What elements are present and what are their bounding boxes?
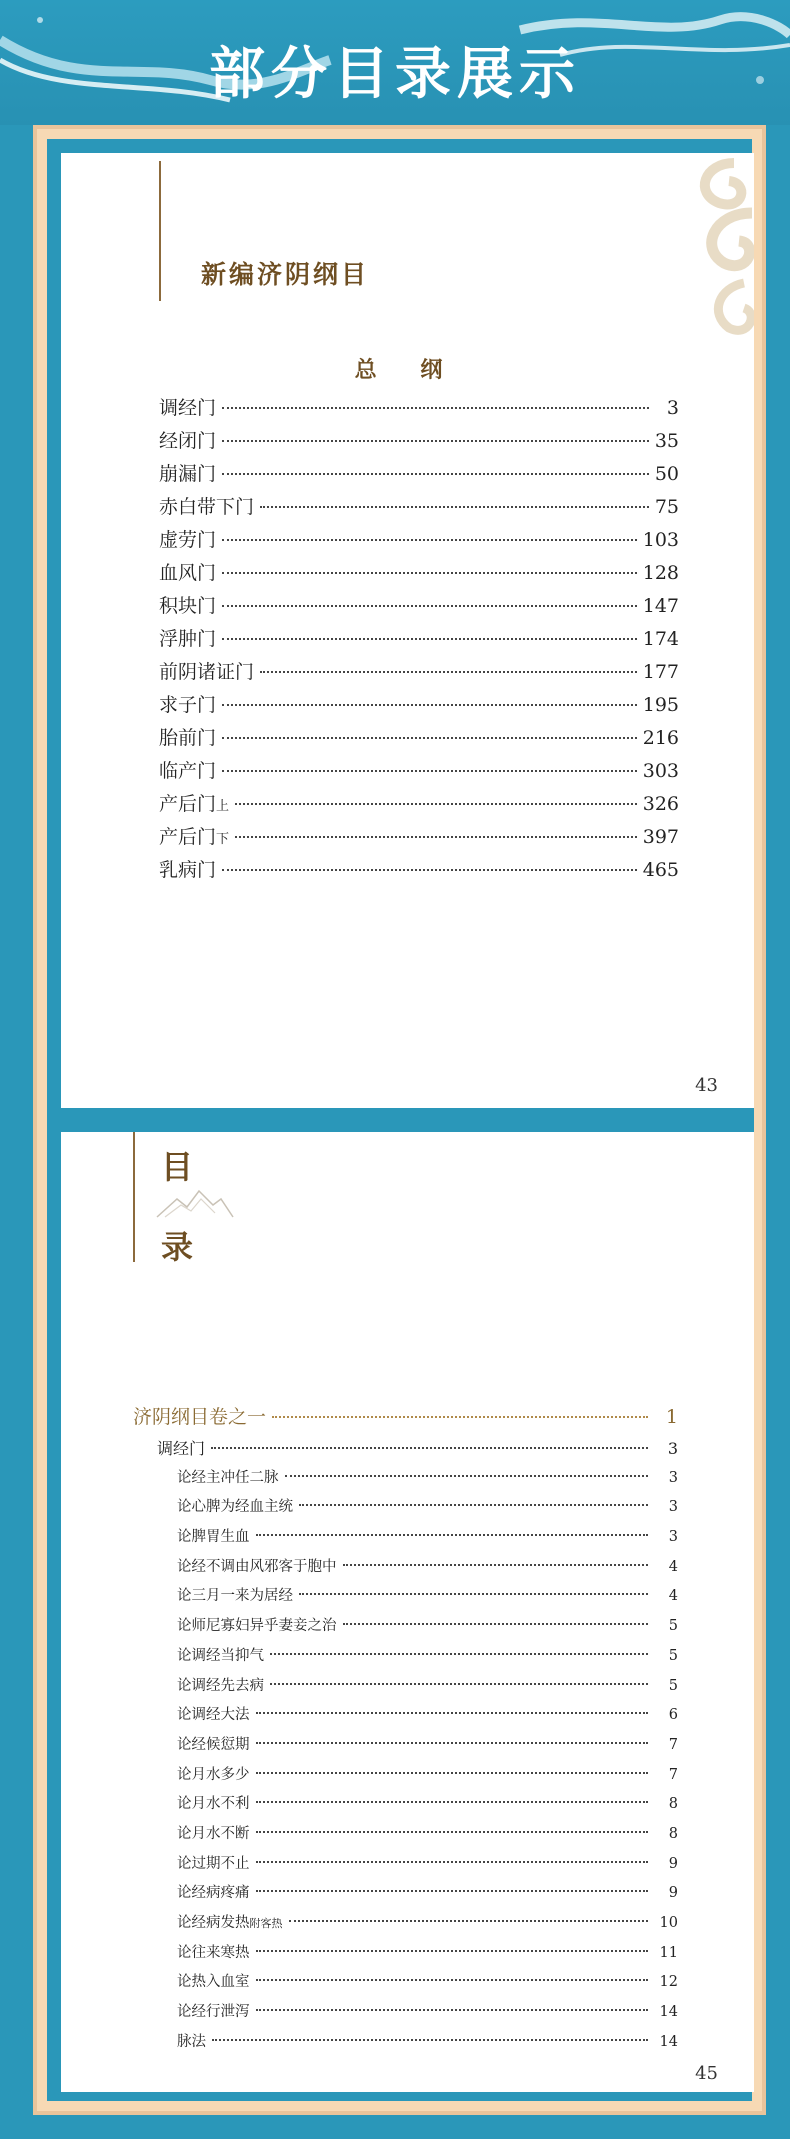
toc-entry — [159, 525, 679, 558]
toc-entry-page: 177 — [642, 661, 679, 683]
book-title: 新编济阴纲目 — [201, 260, 370, 289]
toc-entry — [133, 1881, 678, 1911]
toc-entry-title: 论经行泄泻 — [177, 2004, 250, 2021]
toc-entry-title: 论月水不断 — [177, 1825, 250, 1842]
toc-entry-label — [177, 1525, 250, 1546]
toc-entry-label — [177, 1584, 293, 1605]
toc-entry-title: 论月水多少 — [177, 1766, 250, 1783]
dot-leader — [212, 2039, 648, 2041]
mountain-ornament-icon — [155, 1187, 235, 1221]
toc-entry-title: 临产门 — [159, 760, 217, 782]
toc-entry-page: 7 — [668, 1736, 678, 1753]
toc-entry-title: 论经候愆期 — [177, 1736, 250, 1753]
toc-entry-label — [177, 2030, 206, 2051]
banner — [0, 0, 790, 125]
toc-entry-title: 积块门 — [159, 595, 217, 617]
dot-leader — [256, 1979, 649, 1981]
toc-entry-label — [159, 723, 216, 750]
frame — [33, 125, 766, 2115]
toc-entry-title: 脉法 — [177, 2033, 206, 2050]
toc-entry — [133, 1614, 678, 1644]
toc-entry-page: 9 — [668, 1885, 678, 1902]
toc-entry-page: 11 — [659, 1944, 678, 1961]
toc-entry-label — [159, 558, 216, 585]
toc-entry-page: 3 — [666, 397, 679, 419]
toc-entry-title: 调经门 — [157, 1439, 206, 1458]
toc-entry-page: 147 — [642, 595, 679, 617]
toc-entry-page: 3 — [668, 1529, 678, 1546]
dot-leader — [256, 1801, 649, 1803]
toc-entry — [133, 1792, 678, 1822]
toc-entry-label — [159, 591, 216, 618]
toc-entry-title: 论调经先去病 — [177, 1677, 264, 1694]
toc-entry-title: 论热入血室 — [177, 1974, 250, 1991]
toc-entry-title: 崩漏门 — [159, 463, 217, 485]
toc-entry-label — [133, 1402, 266, 1429]
toc-entry-page: 4 — [668, 1558, 678, 1575]
toc-entry-title: 论师尼寡妇异乎妻妾之治 — [177, 1618, 337, 1635]
toc-entry-title: 论经不调由风邪客于胞中 — [177, 1558, 337, 1575]
toc-entry-label — [177, 2000, 250, 2021]
toc-entry-suffix: 下 — [216, 832, 230, 847]
toc-entry-title: 前阴诸证门 — [159, 661, 255, 683]
dot-leader — [343, 1623, 649, 1625]
toc-entry-label — [159, 657, 254, 684]
toc-entry-page: 10 — [659, 1915, 678, 1931]
dot-leader — [272, 1416, 648, 1418]
toc-entry — [159, 657, 679, 690]
toc-entry-page: 12 — [659, 1974, 678, 1991]
toc-entry-label — [177, 1941, 250, 1962]
toc-entry-label — [177, 1555, 337, 1576]
toc-entry-page: 7 — [668, 1766, 678, 1783]
toc-entry — [133, 1703, 678, 1733]
toc-entry-title: 济阴纲目卷之一 — [133, 1406, 267, 1428]
toc-entry-label — [177, 1466, 279, 1487]
dot-leader — [289, 1920, 649, 1922]
toc-entry-label — [177, 1703, 250, 1724]
toc-entry-page: 5 — [668, 1677, 678, 1694]
toc-entry-label — [177, 1792, 250, 1813]
toc-list-contents — [133, 1402, 678, 2059]
toc-entry-label — [159, 756, 216, 783]
toc-entry-title: 论月水不利 — [177, 1796, 250, 1813]
toc-entry-page: 50 — [654, 463, 679, 485]
toc-entry-page: 3 — [668, 1499, 678, 1516]
dot-leader — [222, 869, 637, 871]
toc-entry-page: 14 — [659, 2004, 678, 2021]
dot-leader — [256, 1742, 649, 1744]
heading-char-mu: 目 — [161, 1148, 194, 1186]
toc-entry — [159, 558, 679, 591]
toc-entry-label — [159, 426, 216, 453]
toc-entry-page: 8 — [668, 1825, 678, 1842]
toc-entry-label — [177, 1852, 250, 1873]
dot-leader — [260, 506, 649, 508]
toc-entry — [133, 1495, 678, 1525]
toc-entry — [159, 591, 679, 624]
toc-entry-page: 5 — [668, 1618, 678, 1635]
dot-leader — [256, 1890, 649, 1892]
toc-entry-page: 6 — [668, 1707, 678, 1724]
toc-entry-label — [159, 492, 254, 519]
toc-page-contents — [61, 1132, 754, 2092]
toc-entry-title: 乳病门 — [159, 859, 217, 881]
toc-entry-page: 397 — [642, 826, 679, 848]
dot-leader — [235, 803, 637, 805]
dot-leader — [222, 440, 649, 442]
toc-entry-title: 虚劳门 — [159, 529, 217, 551]
page-separator — [61, 1108, 754, 1132]
toc-entry-page: 195 — [642, 694, 679, 716]
frame-inner — [47, 139, 752, 2101]
toc-entry-label — [177, 1614, 337, 1635]
toc-entry — [133, 2000, 678, 2030]
toc-entry — [159, 789, 679, 822]
dot-leader — [343, 1564, 649, 1566]
dot-leader — [211, 1447, 648, 1449]
toc-entry-title: 论经病发热 — [177, 1915, 250, 1931]
toc-entry-title: 论经主冲任二脉 — [177, 1469, 279, 1486]
page-number: 45 — [695, 2063, 718, 2084]
toc-entry-title: 论三月一来为居经 — [177, 1588, 293, 1605]
toc-entry — [159, 723, 679, 756]
dot-leader — [235, 836, 637, 838]
dot-leader — [256, 1861, 649, 1863]
toc-entry-page: 4 — [668, 1588, 678, 1605]
cloud-scroll-ornament-icon — [664, 153, 754, 343]
toc-entry — [159, 492, 679, 525]
dot-leader — [222, 572, 637, 574]
toc-entry — [133, 1733, 678, 1763]
toc-entry-page: 9 — [668, 1855, 678, 1872]
toc-entry-label — [159, 789, 229, 816]
toc-entry — [133, 1525, 678, 1555]
toc-entry-title: 产后门 — [159, 793, 217, 815]
toc-entry — [133, 1555, 678, 1585]
toc-entry-label — [177, 1881, 250, 1902]
toc-entry-title: 经闭门 — [159, 430, 217, 452]
page-number: 43 — [695, 1075, 718, 1096]
toc-entry-title: 论脾胃生血 — [177, 1529, 250, 1546]
toc-entry-page: 3 — [668, 1469, 678, 1486]
toc-entry — [159, 624, 679, 657]
dot-leader — [222, 638, 637, 640]
toc-entry-page: 35 — [654, 430, 679, 452]
toc-entry-title: 论过期不止 — [177, 1855, 250, 1872]
dot-leader — [256, 1772, 649, 1774]
toc-entry — [159, 822, 679, 855]
toc-entry — [159, 393, 679, 426]
toc-entry-label — [159, 459, 216, 486]
dot-leader — [222, 770, 637, 772]
banner-title: 部分目录展示 — [209, 42, 581, 107]
toc-entry — [133, 1822, 678, 1852]
dot-leader — [285, 1475, 649, 1477]
toc-entry-page: 216 — [642, 727, 679, 749]
dot-leader — [222, 605, 637, 607]
toc-entry — [133, 1674, 678, 1704]
dot-leader — [222, 473, 649, 475]
toc-entry-label — [159, 393, 216, 420]
toc-entry — [133, 1970, 678, 2000]
dot-leader — [222, 407, 649, 409]
toc-entry-title: 胎前门 — [159, 727, 217, 749]
toc-entry-page: 1 — [665, 1406, 678, 1428]
toc-entry-label — [159, 690, 216, 717]
dot-leader — [270, 1683, 648, 1685]
dot-leader — [222, 737, 637, 739]
toc-entry-title: 产后门 — [159, 826, 217, 848]
toc-entry-title: 论心脾为经血主统 — [177, 1499, 293, 1516]
toc-entry-page: 303 — [642, 760, 679, 782]
toc-entry-title: 论调经当抑气 — [177, 1647, 264, 1664]
section-title: 总 纲 — [354, 357, 461, 383]
toc-entry-label — [159, 624, 216, 651]
toc-entry — [159, 426, 679, 459]
toc-entry-page: 14 — [659, 2033, 678, 2050]
toc-entry — [133, 1584, 678, 1614]
toc-entry-page: 174 — [642, 628, 679, 650]
dot-leader — [222, 704, 637, 706]
toc-list-overview — [159, 393, 679, 888]
toc-entry — [133, 1941, 678, 1971]
toc-entry-title: 论调经大法 — [177, 1707, 250, 1724]
toc-entry — [159, 855, 679, 888]
toc-entry-title: 论往来寒热 — [177, 1944, 250, 1961]
toc-entry-label — [159, 525, 216, 552]
heading-char-lu: 录 — [161, 1228, 194, 1266]
dot-leader — [256, 2009, 649, 2011]
toc-entry-title: 浮肿门 — [159, 628, 217, 650]
toc-entry-label — [177, 1674, 264, 1695]
toc-entry-suffix: 附客热 — [249, 1917, 283, 1930]
toc-entry-page: 3 — [667, 1439, 678, 1458]
dot-leader — [222, 539, 637, 541]
dot-leader — [256, 1534, 649, 1536]
toc-entry — [133, 1402, 678, 1436]
toc-entry — [133, 1466, 678, 1496]
toc-entry-label — [177, 1911, 283, 1932]
toc-entry-page: 75 — [654, 496, 679, 518]
toc-entry — [159, 690, 679, 723]
toc-entry-page: 128 — [642, 562, 679, 584]
toc-entry-page: 465 — [642, 859, 679, 881]
toc-entry-title: 赤白带下门 — [159, 496, 255, 518]
vertical-rule — [159, 161, 161, 301]
toc-entry — [133, 1644, 678, 1674]
dot-leader — [256, 1831, 649, 1833]
toc-entry-label — [177, 1495, 293, 1516]
dot-leader — [256, 1712, 649, 1714]
toc-entry-label — [159, 822, 229, 849]
toc-entry-label — [177, 1970, 250, 1991]
toc-entry-title: 血风门 — [159, 562, 217, 584]
toc-entry-page: 326 — [642, 793, 679, 815]
toc-entry-label — [177, 1644, 264, 1665]
toc-entry-title: 论经病疼痛 — [177, 1885, 250, 1902]
toc-entry-label — [159, 855, 216, 882]
dot-leader — [260, 671, 637, 673]
toc-entry-label — [177, 1733, 250, 1754]
vertical-rule — [133, 1132, 135, 1262]
toc-entry — [133, 1436, 678, 1466]
toc-entry — [133, 1763, 678, 1793]
dot-leader — [299, 1504, 648, 1506]
toc-entry-page: 8 — [668, 1796, 678, 1813]
toc-entry-page: 5 — [668, 1647, 678, 1664]
toc-entry-title: 调经门 — [159, 397, 217, 419]
toc-entry-page: 103 — [642, 529, 679, 551]
toc-entry-label — [177, 1763, 250, 1784]
dot-leader — [256, 1950, 649, 1952]
toc-entry-title: 求子门 — [159, 694, 217, 716]
toc-entry-label — [157, 1436, 205, 1459]
dot-leader — [270, 1653, 648, 1655]
toc-page-overview — [61, 153, 754, 1108]
toc-entry — [133, 1911, 678, 1941]
dot-leader — [299, 1593, 648, 1595]
toc-entry — [159, 756, 679, 789]
toc-entry-label — [177, 1822, 250, 1843]
toc-entry — [159, 459, 679, 492]
toc-entry-suffix: 上 — [216, 799, 230, 814]
toc-entry — [133, 1852, 678, 1882]
toc-entry — [133, 2030, 678, 2060]
